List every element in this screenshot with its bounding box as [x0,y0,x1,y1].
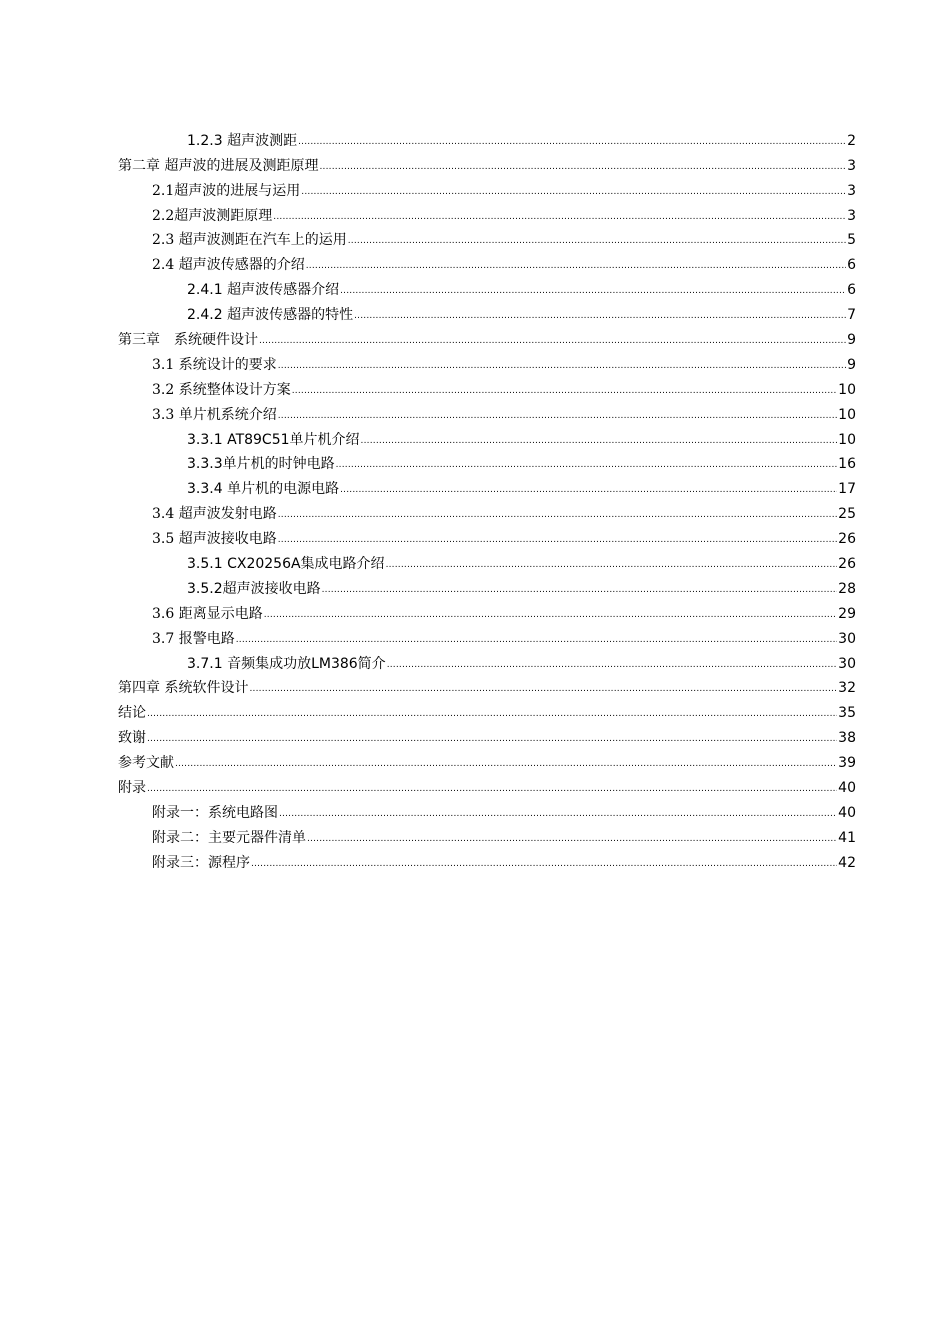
toc-entry-title: 2.4.2 超声波传感器的特性 [187,307,354,324]
toc-entry-page-number: 35 [838,705,856,722]
toc-entry-title: 3.4 超声波发射电路 [152,506,277,523]
table-of-contents [118,124,856,871]
toc-entry-page-number: 10 [838,406,856,423]
toc-entry-title: 1.2.3 超声波测距 [187,132,298,149]
toc-entry-title: 2.4 超声波传感器的介绍 [152,257,305,274]
toc-entry[interactable] [118,472,856,497]
toc-dot-leader [336,456,838,472]
toc-dot-leader [278,531,837,547]
toc-entry[interactable] [118,622,856,647]
toc-entry-page-number: 5 [847,232,856,249]
toc-entry[interactable] [118,572,856,597]
toc-entry[interactable] [118,647,856,672]
toc-entry-page-number: 6 [847,257,856,274]
toc-entry-title: 3.7.1 音频集成功放LM386简介 [187,655,386,672]
toc-entry-page-number: 40 [838,780,856,797]
toc-entry[interactable] [118,497,856,522]
toc-entry-title: 附录一：系统电路图 [152,804,278,821]
toc-entry-page-number: 26 [838,531,856,548]
toc-entry-title: 3.6 距离显示电路 [152,605,263,622]
toc-entry-title: 附录二：主要元器件清单 [152,829,306,846]
toc-dot-leader [273,208,846,224]
toc-dot-leader [279,805,837,821]
toc-dot-leader [319,158,846,174]
toc-entry[interactable] [118,746,856,771]
toc-entry-title: 2.1超声波的进展与运用 [152,182,301,199]
toc-entry[interactable] [118,298,856,323]
toc-entry[interactable] [118,721,856,746]
toc-entry-title: 参考文献 [118,755,174,772]
toc-dot-leader [278,357,846,373]
toc-entry-title: 3.3.1 AT89C51单片机介绍 [187,431,360,448]
toc-entry[interactable] [118,821,856,846]
toc-entry-title: 第二章 超声波的进展及测距原理 [118,157,319,174]
toc-dot-leader [387,656,837,672]
toc-dot-leader [298,133,846,149]
toc-entry[interactable] [118,149,856,174]
toc-entry-title: 3.3.3单片机的时钟电路 [187,456,335,473]
toc-entry[interactable] [118,672,856,697]
toc-entry-title: 附录三：源程序 [152,854,250,871]
toc-entry-page-number: 39 [838,755,856,772]
toc-entry-page-number: 28 [838,580,856,597]
toc-entry[interactable] [118,547,856,572]
toc-entry[interactable] [118,323,856,348]
toc-dot-leader [249,680,837,696]
toc-entry[interactable] [118,846,856,871]
toc-entry-page-number: 29 [838,605,856,622]
toc-entry-page-number: 30 [838,655,856,672]
toc-entry-page-number: 41 [838,829,856,846]
toc-entry[interactable] [118,273,856,298]
toc-entry-page-number: 3 [847,157,856,174]
toc-entry[interactable] [118,373,856,398]
toc-entry[interactable] [118,199,856,224]
toc-dot-leader [175,755,837,771]
toc-entry-title: 2.3 超声波测距在汽车上的运用 [152,232,347,249]
toc-entry-page-number: 32 [838,680,856,697]
toc-entry-page-number: 6 [847,282,856,299]
toc-entry[interactable] [118,124,856,149]
toc-entry-title: 3.3 单片机系统介绍 [152,406,277,423]
toc-dot-leader [340,481,837,497]
toc-dot-leader [147,705,837,721]
toc-dot-leader [278,407,837,423]
toc-dot-leader [361,432,838,448]
toc-entry-page-number: 2 [847,132,856,149]
toc-dot-leader [278,506,837,522]
toc-entry[interactable] [118,597,856,622]
toc-entry-title: 结论 [118,705,146,722]
toc-dot-leader [147,730,837,746]
toc-entry-title: 第三章 系统硬件设计 [118,332,258,349]
toc-entry-page-number: 42 [838,854,856,871]
toc-dot-leader [147,780,837,796]
toc-entry-title: 附录 [118,780,146,797]
toc-entry-page-number: 10 [838,431,856,448]
toc-entry-title: 第四章 系统软件设计 [118,680,249,697]
toc-entry-page-number: 9 [847,356,856,373]
toc-entry-page-number: 30 [838,630,856,647]
toc-entry-title: 3.7 报警电路 [152,630,235,647]
toc-dot-leader [301,183,846,199]
toc-entry-title: 3.3.4 单片机的电源电路 [187,481,340,498]
toc-entry[interactable] [118,696,856,721]
toc-dot-leader [348,232,846,248]
toc-entry-title: 3.2 系统整体设计方案 [152,381,291,398]
toc-entry[interactable] [118,398,856,423]
toc-entry-page-number: 3 [847,207,856,224]
toc-dot-leader [306,257,846,273]
toc-entry[interactable] [118,522,856,547]
toc-entry-page-number: 40 [838,804,856,821]
toc-entry-title: 3.5.2超声波接收电路 [187,580,321,597]
toc-entry[interactable] [118,348,856,373]
toc-dot-leader [292,382,837,398]
toc-entry-title: 3.5.1 CX20256A集成电路介绍 [187,556,385,573]
toc-entry-page-number: 9 [847,332,856,349]
toc-entry[interactable] [118,224,856,249]
toc-entry-page-number: 16 [838,456,856,473]
toc-dot-leader [264,606,837,622]
toc-dot-leader [259,332,846,348]
toc-entry-page-number: 26 [838,556,856,573]
toc-dot-leader [307,830,837,846]
toc-entry[interactable] [118,771,856,796]
toc-entry[interactable] [118,174,856,199]
toc-dot-leader [354,307,846,323]
toc-dot-leader [322,581,838,597]
toc-entry-page-number: 10 [838,381,856,398]
toc-entry-page-number: 38 [838,730,856,747]
toc-entry[interactable] [118,796,856,821]
toc-entry[interactable] [118,448,856,473]
toc-entry-title: 2.4.1 超声波传感器介绍 [187,282,340,299]
toc-entry-title: 3.5 超声波接收电路 [152,531,277,548]
toc-dot-leader [251,855,837,871]
toc-entry-title: 3.1 系统设计的要求 [152,356,277,373]
toc-entry-page-number: 25 [838,506,856,523]
toc-entry[interactable] [118,423,856,448]
toc-entry-page-number: 7 [847,307,856,324]
toc-entry-title: 2.2超声波测距原理 [152,207,273,224]
toc-entry-page-number: 17 [838,481,856,498]
toc-entry[interactable] [118,248,856,273]
toc-entry-page-number: 3 [847,182,856,199]
toc-dot-leader [236,631,837,647]
toc-dot-leader [386,556,838,572]
toc-dot-leader [340,282,846,298]
toc-entry-title: 致谢 [118,730,146,747]
